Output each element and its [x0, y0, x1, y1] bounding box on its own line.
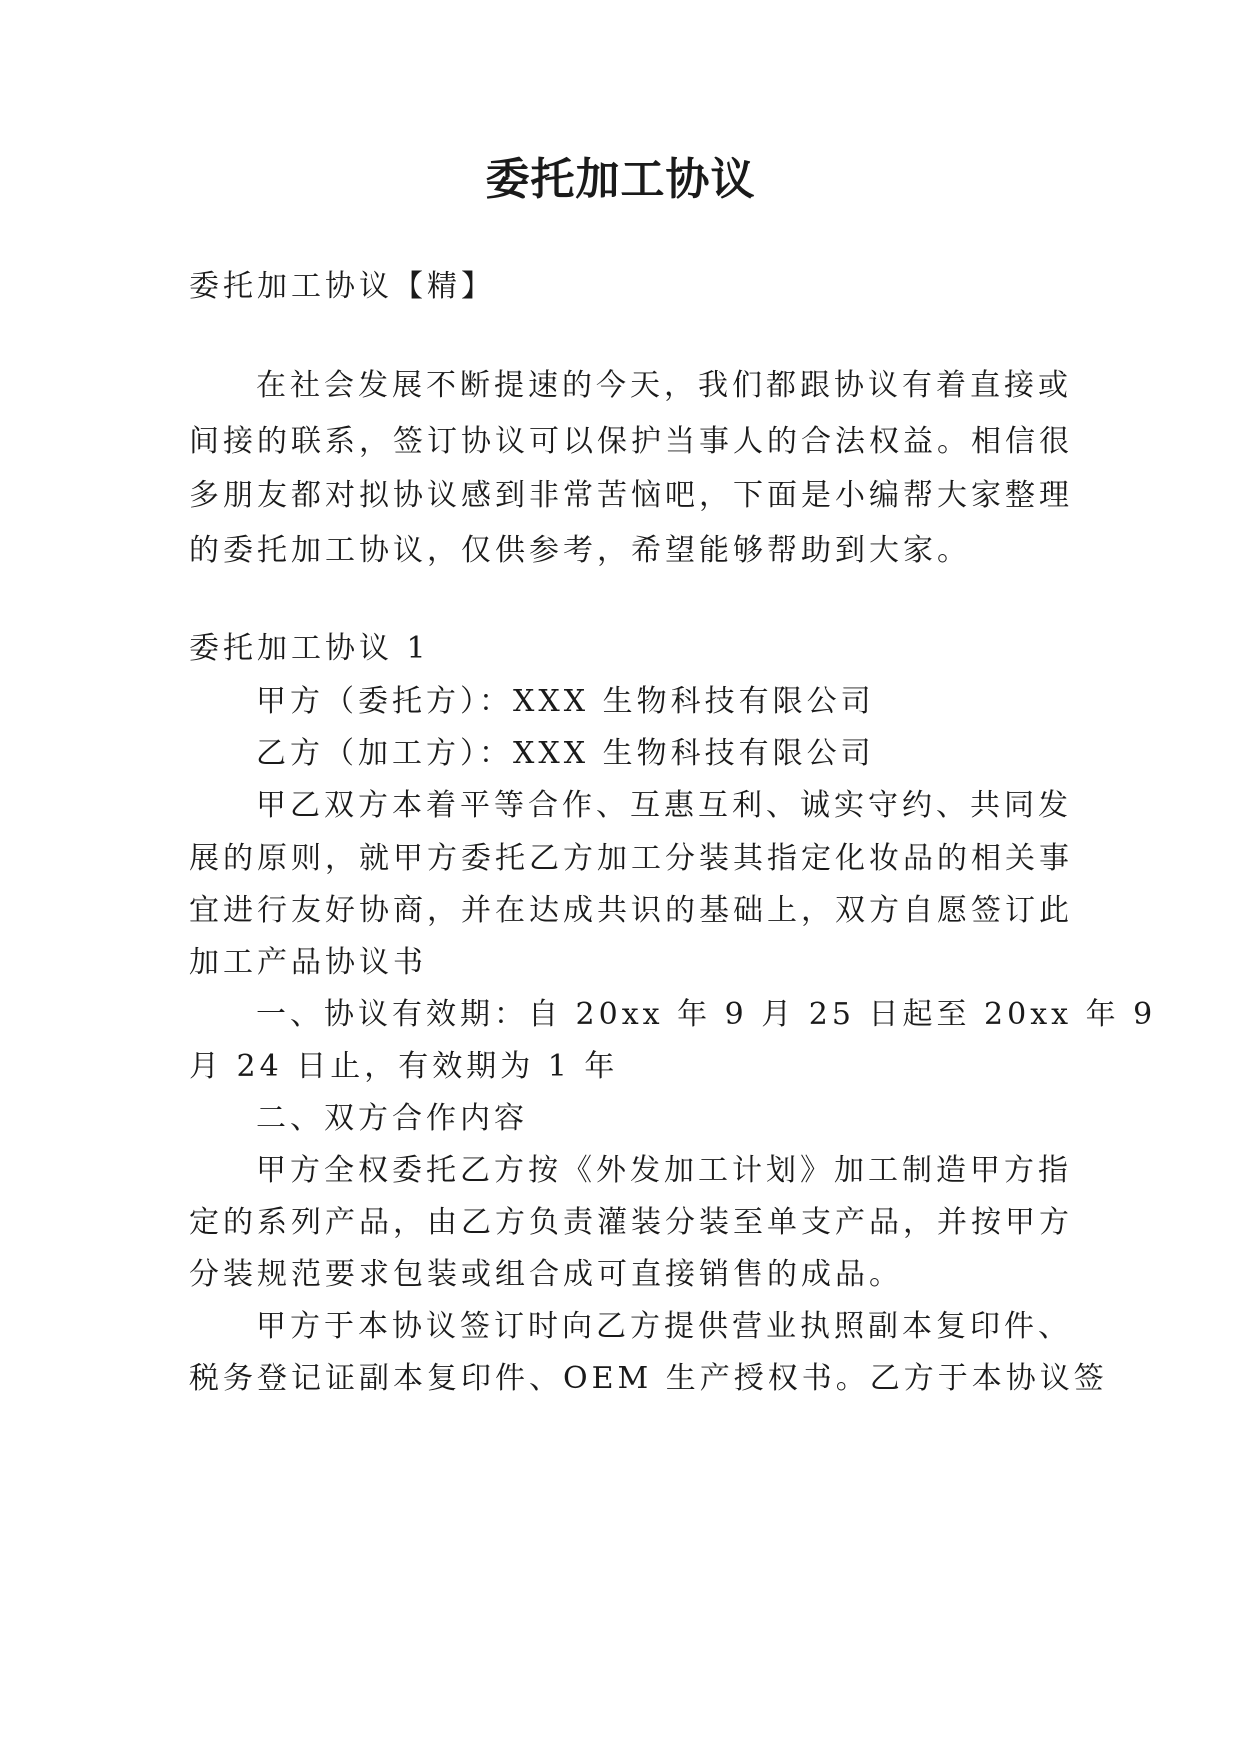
document-title: 委托加工协议: [485, 154, 756, 205]
principle-line: 甲乙双方本着平等合作、互惠互利、诚实守约、共同发: [256, 788, 1072, 823]
documents-line: 甲方于本协议签订时向乙方提供营业执照副本复印件、: [256, 1309, 1072, 1344]
principle-line: 加工产品协议书: [189, 945, 427, 980]
intro-line: 间接的联系，签订协议可以保护当事人的合法权益。相信很: [189, 424, 1073, 459]
principle-line: 宜进行友好协商，并在达成共识的基础上，双方自愿签订此: [189, 893, 1073, 928]
cooperation-line: 甲方全权委托乙方按《外发加工计划》加工制造甲方指: [256, 1153, 1072, 1188]
section-heading: 委托加工协议 1: [189, 631, 430, 666]
term-line: 一、协议有效期：自 20xx 年 9 月 25 日起至 20xx 年 9: [256, 997, 1157, 1032]
documents-line: 税务登记证副本复印件、OEM 生产授权书。乙方于本协议签: [189, 1361, 1108, 1396]
cooperation-line: 分装规范要求包装或组合成可直接销售的成品。: [189, 1257, 903, 1292]
party-b-line: 乙方（加工方）：XXX 生物科技有限公司: [256, 736, 875, 771]
term-line: 月 24 日止，有效期为 1 年: [189, 1049, 619, 1084]
intro-line: 在社会发展不断提速的今天，我们都跟协议有着直接或: [256, 368, 1072, 403]
document-subtitle: 委托加工协议【精】: [189, 269, 495, 304]
cooperation-heading: 二、双方合作内容: [256, 1101, 528, 1136]
principle-line: 展的原则，就甲方委托乙方加工分装其指定化妆品的相关事: [189, 841, 1073, 876]
party-a-line: 甲方（委托方）：XXX 生物科技有限公司: [256, 684, 875, 719]
intro-line: 多朋友都对拟协议感到非常苦恼吧，下面是小编帮大家整理: [189, 478, 1073, 513]
intro-line: 的委托加工协议，仅供参考，希望能够帮助到大家。: [189, 533, 971, 568]
cooperation-line: 定的系列产品，由乙方负责灌装分装至单支产品，并按甲方: [189, 1205, 1073, 1240]
